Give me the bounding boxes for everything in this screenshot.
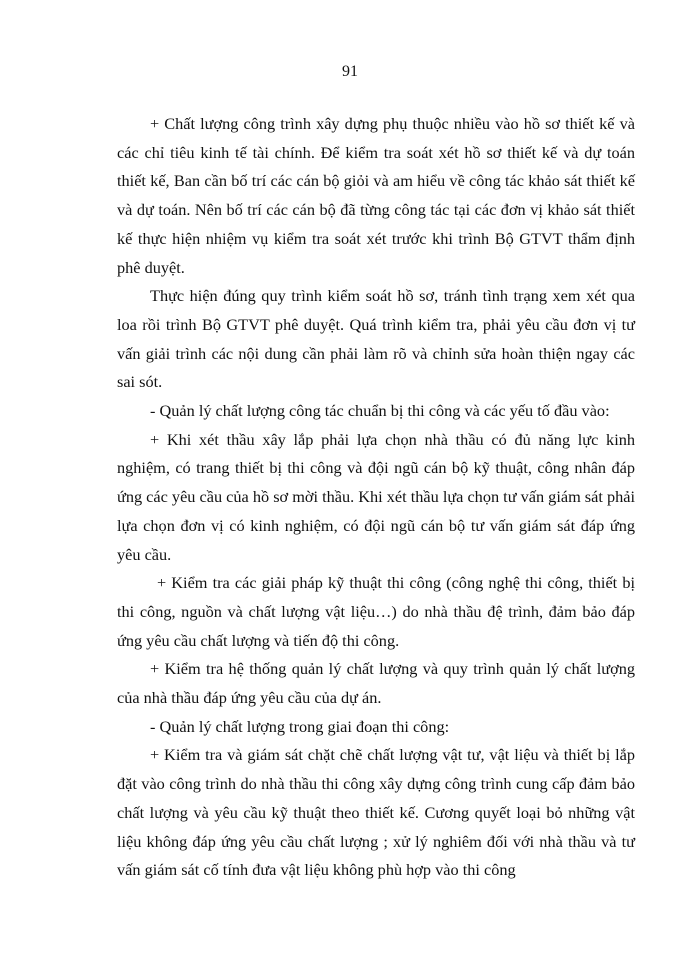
document-body <box>117 110 635 885</box>
page-number: 91 <box>342 63 358 80</box>
paragraph-design-quality: + Chất lượng công trình xây dựng phụ thuộc nhiều vào hồ sơ thiết kế và các chỉ tiêu kinh tế tài chính. Để kiểm tra soát xét hồ sơ thiết kế và dự toán thiết kế, Ban cần bố trí các cán bộ giỏi và am hiểu về công tác khảo sát thiết kế và dự toán. Nên bố trí các cán bộ đã từng công tác tại các đơn vị khảo sát thiết kế thực hiện nhiệm vụ kiểm tra soát xét trước khi trình Bộ GTVT thẩm định phê duyệt. <box>117 114 635 277</box>
paragraph-contractor-selection: + Khi xét thầu xây lắp phải lựa chọn nhà thầu có đủ năng lực kinh nghiệm, có trang thiết bị thi công và đội ngũ cán bộ kỹ thuật, công nhân đáp ứng các yêu cầu của hồ sơ mời thầu. Khi xét thầu lựa chọn tư vấn giám sát phải lựa chọn đơn vị có kinh nghiệm, có đội ngũ cán bộ tư vấn giám sát đáp ứng yêu cầu. <box>117 429 635 564</box>
paragraph-quality-system: + Kiểm tra hệ thống quản lý chất lượng và quy trình quản lý chất lượng của nhà thầu đáp ứng yêu cầu của dự án. <box>117 659 635 708</box>
paragraph-technical-solutions: + Kiểm tra các giải pháp kỹ thuật thi công (công nghệ thi công, thiết bị thi công, nguồn và chất lượng vật liệu…) do nhà thầu đệ trình, đảm bảo đáp ứng yêu cầu chất lượng và tiến độ thi công. <box>117 573 635 650</box>
paragraph-heading-preparation: - Quản lý chất lượng công tác chuẩn bị thi công và các yếu tố đầu vào: <box>150 401 610 421</box>
paragraph-heading-construction: - Quản lý chất lượng trong giai đoạn thi công: <box>150 716 450 736</box>
paragraph-dossier-control: Thực hiện đúng quy trình kiểm soát hồ sơ, tránh tình trạng xem xét qua loa rồi trình Bộ GTVT phê duyệt. Quá trình kiểm tra, phải yêu cầu đơn vị tư vấn giải trình các nội dung cần phải làm rõ và chỉnh sửa hoàn thiện ngay các sai sót. <box>117 286 635 392</box>
paragraph-material-inspection: + Kiểm tra và giám sát chặt chẽ chất lượng vật tư, vật liệu và thiết bị lắp đặt vào công trình do nhà thầu thi công xây dựng công trình cung cấp đảm bảo chất lượng và yêu cầu kỹ thuật theo thiết kế. Cương quyết loại bỏ những vật liệu không đáp ứng yêu cầu chất lượng ; xử lý nghiêm đối với nhà thầu và tư vấn giám sát cố tính đưa vật liệu không phù hợp vào thi công <box>117 745 635 880</box>
